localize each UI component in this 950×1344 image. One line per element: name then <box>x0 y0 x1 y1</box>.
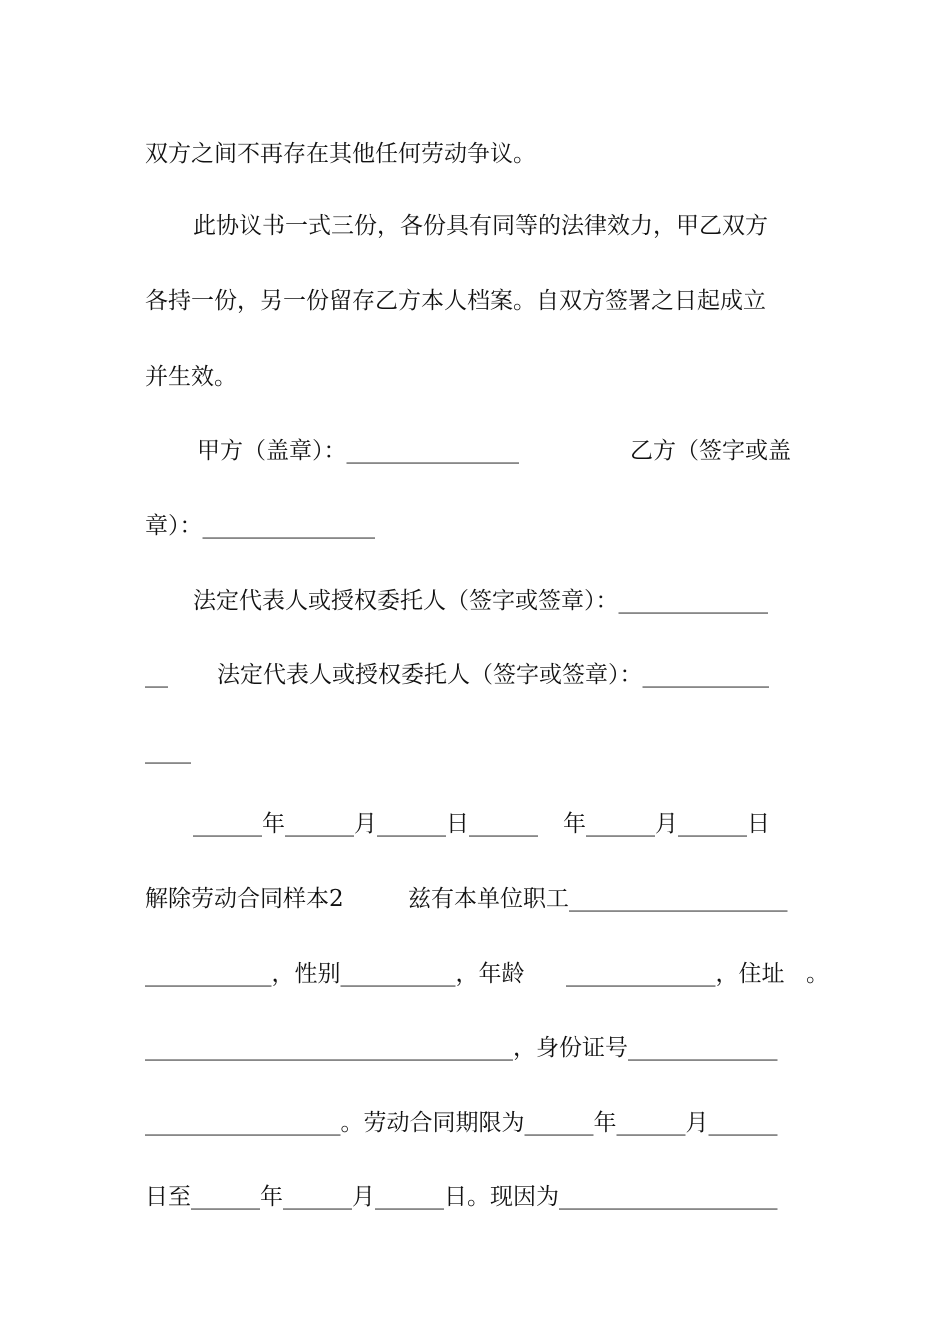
text-line: 法定代表人或授权委托人（签字或签章）：___________ <box>217 662 769 688</box>
text-line: ____ <box>145 738 191 764</box>
text-line: ______年______月______日______ <box>193 811 538 837</box>
text-line: 乙方（签字或盖 <box>630 438 791 464</box>
text-line: 。 <box>806 961 829 987</box>
text-line: _____________，住址 <box>566 961 785 987</box>
text-line: 甲方（盖章）：_______________ <box>197 438 519 464</box>
text-line: ________________________________，身份证号_____________ <box>145 1035 778 1061</box>
text-line: 各持一份，另一份留存乙方本人档案。自双方签署之日起成立 <box>145 288 766 314</box>
text-line: 此协议书一式三份，各份具有同等的法律效力，甲乙双方 <box>193 213 768 239</box>
text-line: 年______月______日 <box>563 811 770 837</box>
text-line: ___________，性别__________，年龄 <box>145 961 525 987</box>
text-line: 解除劳动合同样本2 <box>145 886 344 912</box>
text-line: _________________。劳动合同期限为______年______月______ <box>145 1110 778 1136</box>
text-line: 日至______年______月______日。现因为___________________ <box>145 1184 778 1210</box>
text-line: 双方之间不再存在其他任何劳动争议。 <box>145 141 536 167</box>
text-line: __ <box>145 662 168 688</box>
text-line: 并生效。 <box>145 364 237 390</box>
text-line: 章）：_______________ <box>145 513 375 539</box>
text-line: 法定代表人或授权委托人（签字或签章）：_____________ <box>193 588 768 614</box>
text-line: 兹有本单位职工___________________ <box>408 886 788 912</box>
